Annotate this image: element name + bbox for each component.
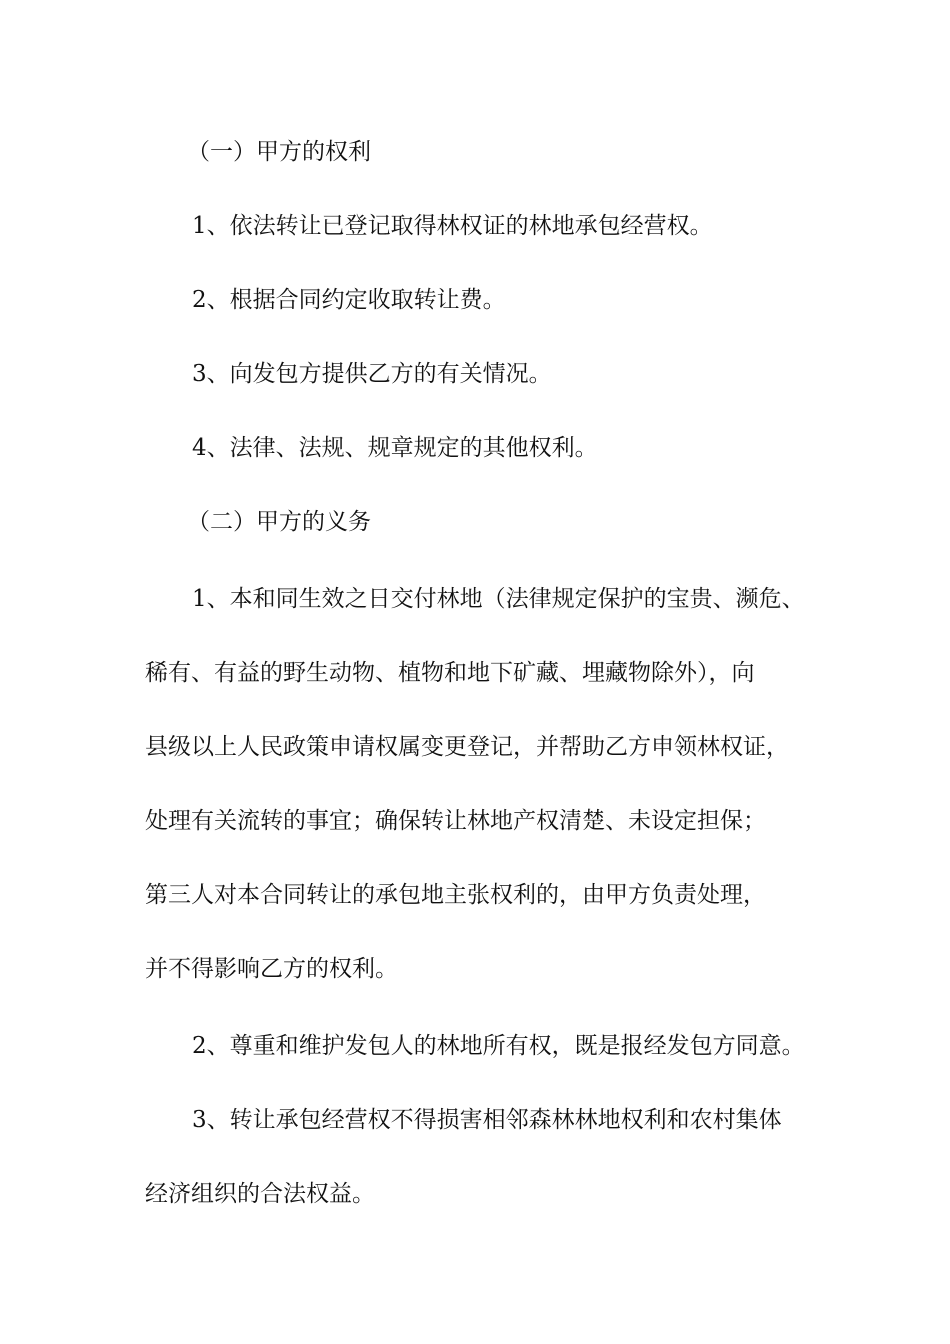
- rights-item-4: 4、法律、法规、规章规定的其他权利。: [192, 435, 598, 461]
- rights-item-1: 1、依法转让已登记取得林权证的林地承包经营权。: [192, 213, 713, 239]
- obligation-item-1-line-3: 县级以上人民政策申请权属变更登记，并帮助乙方申领林权证，: [145, 734, 789, 760]
- obligation-item-3-line-2: 经济组织的合法权益。: [145, 1181, 375, 1207]
- obligation-item-1-line-5: 第三人对本合同转让的承包地主张权利的，由甲方负责处理，: [145, 882, 766, 908]
- section-heading-obligations: （二）甲方的义务: [187, 509, 371, 535]
- section-heading-rights: （一）甲方的权利: [187, 139, 371, 165]
- obligation-item-1-line-6: 并不得影响乙方的权利。: [145, 956, 398, 982]
- rights-item-2: 2、根据合同约定收取转让费。: [192, 287, 506, 313]
- obligation-item-1-line-4: 处理有关流转的事宜；确保转让林地产权清楚、未设定担保；: [145, 808, 766, 834]
- obligation-item-2: 2、尊重和维护发包人的林地所有权，既是报经发包方同意。: [192, 1033, 805, 1059]
- obligation-item-3-line-1: 3、转让承包经营权不得损害相邻森林林地权利和农村集体: [192, 1107, 782, 1133]
- rights-item-3: 3、向发包方提供乙方的有关情况。: [192, 361, 552, 387]
- obligation-item-1-line-2: 稀有、有益的野生动物、植物和地下矿藏、埋藏物除外），向: [145, 660, 755, 686]
- obligation-item-1-line-1: 1、本和同生效之日交付林地（法律规定保护的宝贵、濒危、: [192, 586, 805, 612]
